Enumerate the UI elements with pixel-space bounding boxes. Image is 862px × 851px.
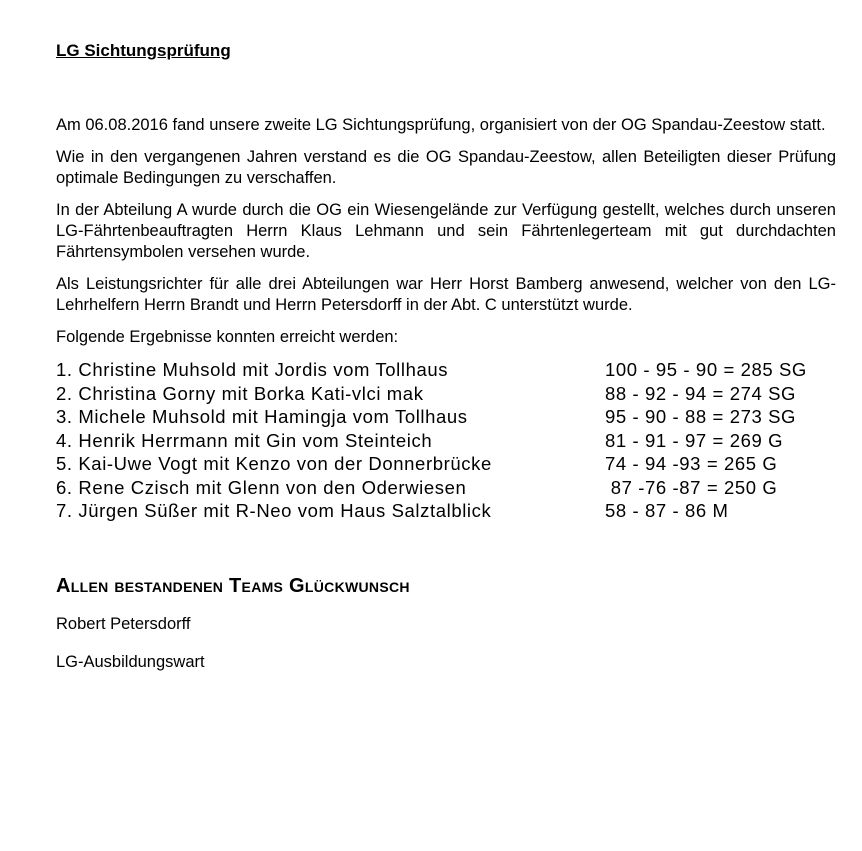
result-row xyxy=(56,382,836,406)
result-entry: 7. Jürgen Süßer mit R-Neo vom Haus Salztalblick xyxy=(56,500,492,521)
result-score: 87 -76 -87 = 250 G xyxy=(605,476,778,498)
signature-role: LG-Ausbildungswart xyxy=(56,652,205,671)
result-entry: 6. Rene Czisch mit Glenn von den Oderwiesen xyxy=(56,476,467,498)
result-entry: 2. Christina Gorny mit Borka Kati-vlci mak xyxy=(56,382,424,404)
signature-name: Robert Petersdorff xyxy=(56,614,191,633)
document-page xyxy=(56,40,836,673)
result-score: 81 - 91 - 97 = 269 G xyxy=(605,429,784,451)
result-entry: 3. Michele Muhsold mit Hamingja vom Tollhaus xyxy=(56,406,468,427)
result-score: 100 - 95 - 90 = 285 SG xyxy=(605,359,807,380)
result-score: 74 - 94 -93 = 265 G xyxy=(605,453,778,474)
paragraph-conditions: Wie in den vergangenen Jahren verstand es die OG Spandau-Zeestow, allen Beteiligten dieser Prüfung optimale Bedingungen zu verschaffen. xyxy=(56,148,836,187)
results-list xyxy=(56,358,836,523)
result-row xyxy=(56,429,836,453)
result-row xyxy=(56,499,836,523)
paragraph-results-intro: Folgende Ergebnisse konnten erreicht werden: xyxy=(56,328,399,346)
document-title: LG Sichtungsprüfung xyxy=(56,41,231,60)
result-score: 88 - 92 - 94 = 274 SG xyxy=(605,382,797,404)
paragraph-judges: Als Leistungsrichter für alle drei Abteilungen war Herr Horst Bamberg anwesend, welcher von den LG-Lehrhelfern Herrn Brandt und Herrn Petersdorff in der Abt. C unterstützt wurde. xyxy=(56,275,836,314)
result-entry: 5. Kai-Uwe Vogt mit Kenzo von der Donnerbrücke xyxy=(56,453,492,474)
paragraph-intro: Am 06.08.2016 fand unsere zweite LG Sichtungsprüfung, organisiert von der OG Spandau-Zeestow statt. xyxy=(56,116,826,134)
result-row xyxy=(56,452,836,476)
result-score: 58 - 87 - 86 M xyxy=(605,500,729,521)
paragraph-department-a: In der Abteilung A wurde durch die OG ein Wiesengelände zur Verfügung gestellt, welches durch unseren LG-Fährtenbeauftragten Herrn Klaus Lehmann und sein Fährtenlegerteam mit gut durchdachten Fährtensymbolen versehen wurde. xyxy=(56,201,836,261)
result-entry: 1. Christine Muhsold mit Jordis vom Tollhaus xyxy=(56,359,449,380)
result-row xyxy=(56,476,836,500)
congratulations-heading: Allen bestandenen Teams Glückwunsch xyxy=(56,574,410,597)
result-row xyxy=(56,358,836,382)
result-row xyxy=(56,405,836,429)
result-score: 95 - 90 - 88 = 273 SG xyxy=(605,406,797,427)
result-entry: 4. Henrik Herrmann mit Gin vom Steinteich xyxy=(56,429,433,451)
